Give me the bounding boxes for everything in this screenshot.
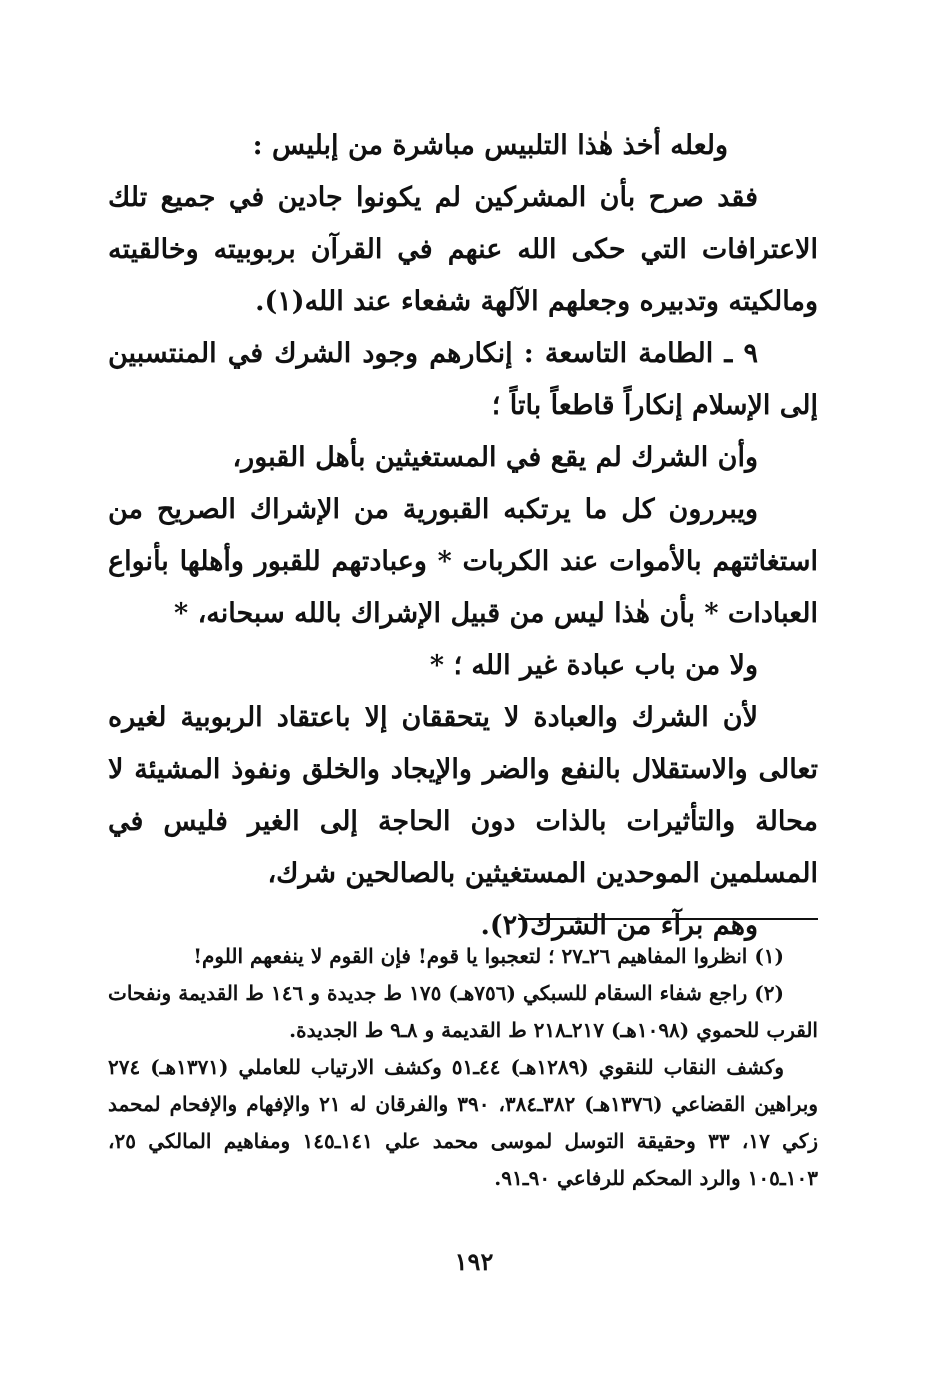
- calamity-number: ٩ ـ: [724, 338, 758, 369]
- footnotes-section: [108, 938, 818, 1197]
- footnote-2: (٢) راجع شفاء السقام للسبكي (٧٥٦هـ) ١٧٥ ط جديدة و ١٤٦ ط القديمة ونفحات القرب للحموي (١٠٩٨هـ) ٢١٧ـ٢١٨ ط القديمة و ٨ـ٩ ط الجديدة.: [108, 981, 818, 1042]
- paragraph-because: لأن الشرك والعبادة لا يتحققان إلا باعتقاد الربوبية لغيره تعالى والاستقلال بالنفع والضر والإيجاد والخلق ونفوذ المشيئة لا محالة والتأثيرات بالذات دون الحاجة إلى الغير فليس في المسلمين الموحدين المستغيثين بالصالحين شرك،: [108, 702, 818, 889]
- paragraph-innocent: وهم برآء من الشرك(٢).: [480, 910, 758, 941]
- page-number: ١٩٢: [454, 1247, 494, 1276]
- calamity-heading: الطامة التاسعة :: [523, 338, 714, 369]
- paragraph-shirk-not-occurred: وأن الشرك لم يقع في المستغيثين بأهل القبور،: [232, 442, 758, 473]
- footnote-1: (١) انظروا المفاهيم ٢٦ـ٢٧ ؛ لتعجبوا يا قوم! فإن القوم لا ينفعهم اللوم!: [193, 944, 784, 968]
- paragraph-intro: ولعله أخذ هٰذا التلبيس مباشرة من إبليس :: [252, 130, 728, 161]
- paragraph-justify: ويبررون كل ما يرتكبه القبورية من الإشراك الصريح من استغاثتهم بالأموات عند الكربات * وعبادتهم للقبور وأهلها بأنواع العبادات * بأن هٰذا ليس من قبيل الإشراك بالله سبحانه، *: [108, 494, 818, 629]
- paragraph-declared: فقد صرح بأن المشركين لم يكونوا جادين في جميع تلك الاعترافات التي حكى الله عنهم في القرآن بربوبيته وخالقيته ومالكيته وتدبيره وجعلهم الآلهة شفعاء عند الله(١).: [108, 182, 818, 317]
- footnote-divider: [518, 918, 818, 920]
- main-text-body: [108, 120, 818, 952]
- footnote-2-continued: وكشف النقاب للنقوي (١٢٨٩هـ) ٤٤ـ٥١ وكشف الارتياب للعاملي (١٣٧١هـ) ٢٧٤ وبراهين القضاعي (١٣٧٦هـ) ٣٨٢ـ٣٨٤، ٣٩٠ والفرقان له ٢١ والإفهام والإفحام لمحمد زكي ١٧، ٣٣ وحقيقة التوسل لموسى محمد علي ١٤١ـ١٤٥ ومفاهيم المالكي ٢٥، ١٠٣ـ١٠٥ والرد المحكم للرفاعي ٩٠ـ٩١.: [108, 1055, 819, 1190]
- paragraph-calamity-nine: [108, 328, 818, 432]
- calamity-text: إنكارهم وجود الشرك في المنتسبين إلى الإسلام إنكاراً قاطعاً باتاً ؛: [108, 338, 818, 421]
- paragraph-not-worship: ولا من باب عبادة غير الله ؛ *: [429, 650, 758, 681]
